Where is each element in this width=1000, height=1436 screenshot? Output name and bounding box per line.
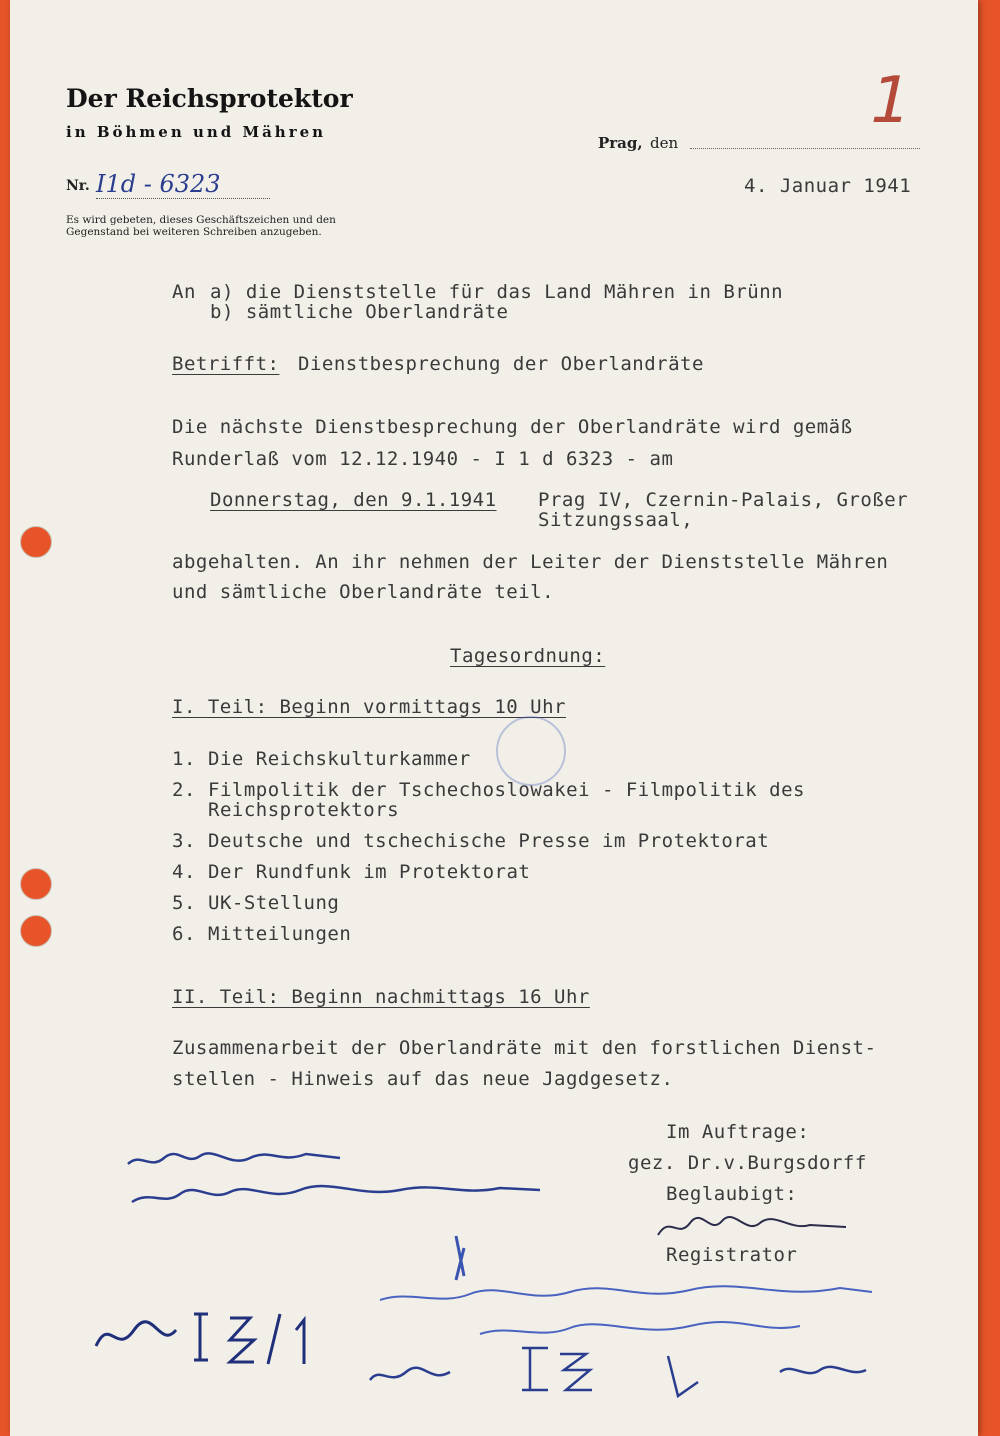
body-line: Runderlaß vom 12.12.1940 - I 1 d 6323 - am	[172, 448, 674, 470]
addressee-prefix: An	[172, 281, 196, 303]
agenda-item-text: Die Reichskulturkammer	[208, 748, 471, 770]
punch-hole	[20, 868, 52, 900]
reference-number-label: Nr.	[66, 178, 90, 194]
agenda-item-number: 6.	[172, 923, 196, 945]
body-line: abgehalten. An ihr nehmen der Leiter der Dienststelle Mähren	[172, 551, 889, 573]
body-line: und sämtliche Oberlandräte teil.	[172, 581, 555, 603]
meeting-location-line1: Prag IV, Czernin-Palais, Großer	[538, 489, 909, 511]
agenda-item-text: UK-Stellung	[208, 892, 340, 914]
agenda-item-text: Deutsche und tschechische Presse im Protektorat	[208, 830, 770, 852]
registrar-label: Registrator	[666, 1244, 798, 1266]
handwritten-note-left	[120, 1140, 560, 1220]
agenda-part1-heading: I. Teil: Beginn vormittags 10 Uhr	[172, 696, 566, 718]
reference-notice-line2: Gegenstand bei weiteren Schreiben anzugeben.	[66, 226, 322, 238]
punch-hole	[20, 915, 52, 947]
agenda-item-number: 3.	[172, 830, 196, 852]
agenda-item-text: Der Rundfunk im Protektorat	[208, 861, 531, 883]
addressee-b: b) sämtliche Oberlandräte	[210, 301, 509, 323]
punch-hole	[20, 526, 52, 558]
page-number: 1	[862, 64, 919, 138]
letterhead-title: Der Reichsprotektor	[66, 84, 353, 113]
signature-line: Beglaubigt:	[666, 1183, 798, 1205]
body-line: Zusammenarbeit der Oberlandräte mit den forstlichen Dienst-	[172, 1037, 877, 1059]
subject-label: Betrifft:	[172, 353, 280, 375]
agenda-item-text: Filmpolitik der Tschechoslowakei - Filmpolitik des	[208, 779, 805, 801]
agenda-item-number: 1.	[172, 748, 196, 770]
handwritten-file-mark	[90, 1300, 350, 1370]
place-label: Prag,	[598, 134, 643, 152]
handwritten-note-right	[360, 1230, 880, 1400]
date-dotted-line	[690, 148, 920, 149]
letter-date: 4. Januar 1941	[744, 175, 912, 197]
agenda-heading: Tagesordnung:	[450, 645, 606, 667]
meeting-location-line2: Sitzungssaal,	[538, 509, 694, 531]
signature-line: Im Auftrage:	[666, 1121, 810, 1143]
addressee-a: a) die Dienststelle für das Land Mähren in Brünn	[210, 281, 784, 303]
body-line: stellen - Hinweis auf das neue Jagdgesetz.	[172, 1068, 674, 1090]
place-den: den	[650, 134, 679, 152]
agenda-item-continuation: Reichsprotektors	[208, 799, 400, 821]
agenda-item-number: 4.	[172, 861, 196, 883]
subject-text: Dienstbesprechung der Oberlandräte	[298, 353, 704, 375]
agenda-part2-heading: II. Teil: Beginn nachmittags 16 Uhr	[172, 986, 590, 1008]
letter-page	[10, 0, 978, 1436]
reference-notice-line1: Es wird gebeten, dieses Geschäftszeichen und den	[66, 214, 336, 226]
reference-number: I1d - 6323	[96, 170, 270, 199]
faded-stamp	[496, 716, 566, 786]
letterhead-subtitle: in Böhmen und Mähren	[66, 123, 327, 141]
agenda-item-text: Mitteilungen	[208, 923, 352, 945]
signature-name: gez. Dr.v.Burgsdorff	[628, 1152, 867, 1174]
agenda-item-number: 2.	[172, 779, 196, 801]
body-line: Die nächste Dienstbesprechung der Oberlandräte wird gemäß	[172, 416, 853, 438]
agenda-item-number: 5.	[172, 892, 196, 914]
meeting-date: Donnerstag, den 9.1.1941	[210, 489, 497, 511]
